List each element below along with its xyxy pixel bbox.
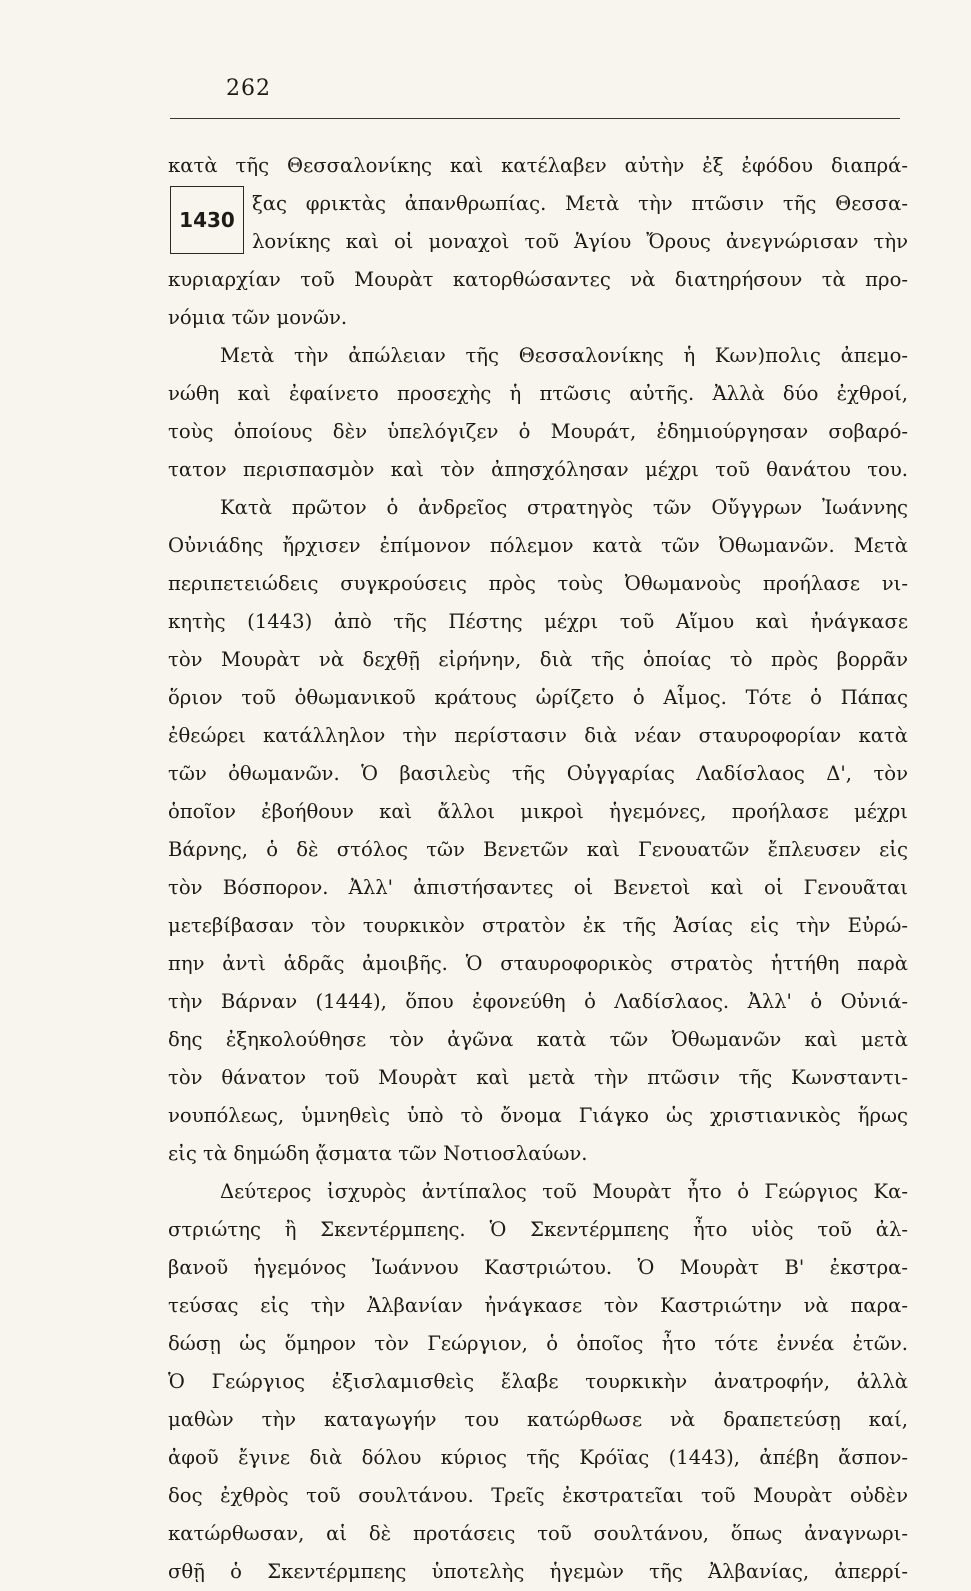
text-line: Βάρνης, ὁ δὲ στόλος τῶν Βενετῶν καὶ Γενουατῶν ἔπλευσεν εἰς [168,838,908,861]
text-line: τῶν ὀθωμανῶν. Ὁ βασιλεὺς τῆς Οὐγγαρίας Λαδίσλαος Δ', τὸν [168,762,908,785]
text-line: μετεβίβασαν τὸν τουρκικὸν στρατὸν ἐκ τῆς Ἀσίας εἰς τὴν Εὐρώ- [168,914,908,937]
text-line: Ὁ Γεώργιος ἐξισλαμισθεὶς ἔλαβε τουρκικὴν ἀνατροφήν, ἀλλὰ [168,1370,908,1393]
text-line: τοὺς ὁποίους δὲν ὑπελόγιζεν ὁ Μουράτ, ἐδημιούργησαν σοβαρό- [168,420,908,443]
text-line: ὅριον τοῦ ὀθωμανικοῦ κράτους ὡρίζετο ὁ Αἷμος. Τότε ὁ Πάπας [168,686,908,709]
text-line: ἀφοῦ ἔγινε διὰ δόλου κύριος τῆς Κρόϊας (1443), ἀπέβη ἄσπον- [168,1446,908,1469]
page-number: 262 [226,76,271,101]
text-line: νουπόλεως, ὑμνηθεὶς ὑπὸ τὸ ὄνομα Γιάγκο ὡς χριστιανικὸς ἥρως [168,1104,908,1127]
text-line: κατὰ τῆς Θεσσαλονίκης καὶ κατέλαβεν αὐτὴν ἐξ ἐφόδου διαπρά- [168,154,908,177]
text-line: μαθὼν τὴν καταγωγήν του κατώρθωσε νὰ δραπετεύσῃ καί, [168,1408,908,1431]
text-line: περιπετειώδεις συγκρούσεις πρὸς τοὺς Ὀθωμανοὺς προήλασε νι- [168,572,908,595]
text-line: τὴν Βάρναν (1444), ὅπου ἐφονεύθη ὁ Λαδίσλαος. Ἀλλ' ὁ Οὐνιά- [168,990,908,1013]
text-line: εἰς τὰ δημώδη ᾄσματα τῶν Νοτιοσλαύων. [168,1142,588,1165]
text-line: σθῇ ὁ Σκεντέρμπεης ὑποτελὴς ἡγεμὼν τῆς Ἀλβανίας, ἀπερρί- [168,1560,908,1583]
text-line: τατον περισπασμὸν καὶ τὸν ἀπησχόλησαν μέχρι τοῦ θανάτου του. [168,458,908,481]
text-line: ὁποῖον ἐβοήθουν καὶ ἄλλοι μικροὶ ἡγεμόνες, προήλασε μέχρι [168,800,908,823]
text-line: βανοῦ ἡγεμόνος Ἰωάννου Καστριώτου. Ὁ Μουρὰτ Β' ἐκστρα- [168,1256,908,1279]
text-line: ξας φρικτὰς ἀπανθρωπίας. Μετὰ τὴν πτῶσιν τῆς Θεσσα- [252,192,908,215]
text-line: Δεύτερος ἰσχυρὸς ἀντίπαλος τοῦ Μουρὰτ ἦτο ὁ Γεώργιος Κα- [220,1180,908,1203]
text-line: Μετὰ τὴν ἀπώλειαν τῆς Θεσσαλονίκης ἡ Κων)πολις ἀπεμο- [220,344,908,367]
text-line: τὸν Βόσπορον. Ἀλλ' ἀπιστήσαντες οἱ Βενετοὶ καὶ οἱ Γενουᾶται [168,876,908,899]
text-line: κυριαρχίαν τοῦ Μουρὰτ κατορθώσαντες νὰ διατηρήσουν τὰ προ- [168,268,908,291]
text-line: Κατὰ πρῶτον ὁ ἀνδρεῖος στρατηγὸς τῶν Οὔγγρων Ἰωάννης [220,496,908,519]
header-rule [170,118,900,119]
body-text [168,147,908,1591]
text-line: νόμια τῶν μονῶν. [168,306,348,329]
text-line: κητὴς (1443) ἀπὸ τῆς Πέστης μέχρι τοῦ Αἵμου καὶ ἠνάγκασε [168,610,908,633]
text-line: τὸν Μουρὰτ νὰ δεχθῇ εἰρήνην, διὰ τῆς ὁποίας τὸ πρὸς βορρᾶν [168,648,908,671]
text-line: πην ἀντὶ ἁδρᾶς ἀμοιβῆς. Ὁ σταυροφορικὸς στρατὸς ἡττήθη παρὰ [168,952,908,975]
text-line: κατώρθωσαν, αἱ δὲ προτάσεις τοῦ σουλτάνου, ὅπως ἀναγνωρι- [168,1522,908,1545]
text-line: τὸν θάνατον τοῦ Μουρὰτ καὶ μετὰ τὴν πτῶσιν τῆς Κωνσταντι- [168,1066,908,1089]
text-line: δης ἐξηκολούθησε τὸν ἀγῶνα κατὰ τῶν Ὀθωμανῶν καὶ μετὰ [168,1028,908,1051]
text-line: νώθη καὶ ἐφαίνετο προσεχὴς ἡ πτῶσις αὐτῆς. Ἀλλὰ δύο ἐχθροί, [168,382,908,405]
text-line: τεύσας εἰς τὴν Ἀλβανίαν ἠνάγκασε τὸν Καστριώτην νὰ παρα- [168,1294,908,1317]
text-line: λονίκης καὶ οἱ μοναχοὶ τοῦ Ἁγίου Ὄρους ἀνεγνώρισαν τὴν [252,230,908,253]
text-line: δος ἐχθρὸς τοῦ σουλτάνου. Τρεῖς ἐκστρατεῖαι τοῦ Μουρὰτ οὐδὲν [168,1484,908,1507]
text-line: στριώτης ἢ Σκεντέρμπεης. Ὁ Σκεντέρμπεης ἦτο υἱὸς τοῦ ἀλ- [168,1218,908,1241]
text-line: ἐθεώρει κατάλληλον τὴν περίστασιν διὰ νέαν σταυροφορίαν κατὰ [168,724,908,747]
text-line: δώσῃ ὡς ὅμηρον τὸν Γεώργιον, ὁ ὁποῖος ἦτο τότε ἐννέα ἐτῶν. [168,1332,908,1355]
margin-year-box: 1430 [170,186,244,254]
text-line: Οὐνιάδης ἤρχισεν ἐπίμονον πόλεμον κατὰ τῶν Ὀθωμανῶν. Μετὰ [168,534,908,557]
